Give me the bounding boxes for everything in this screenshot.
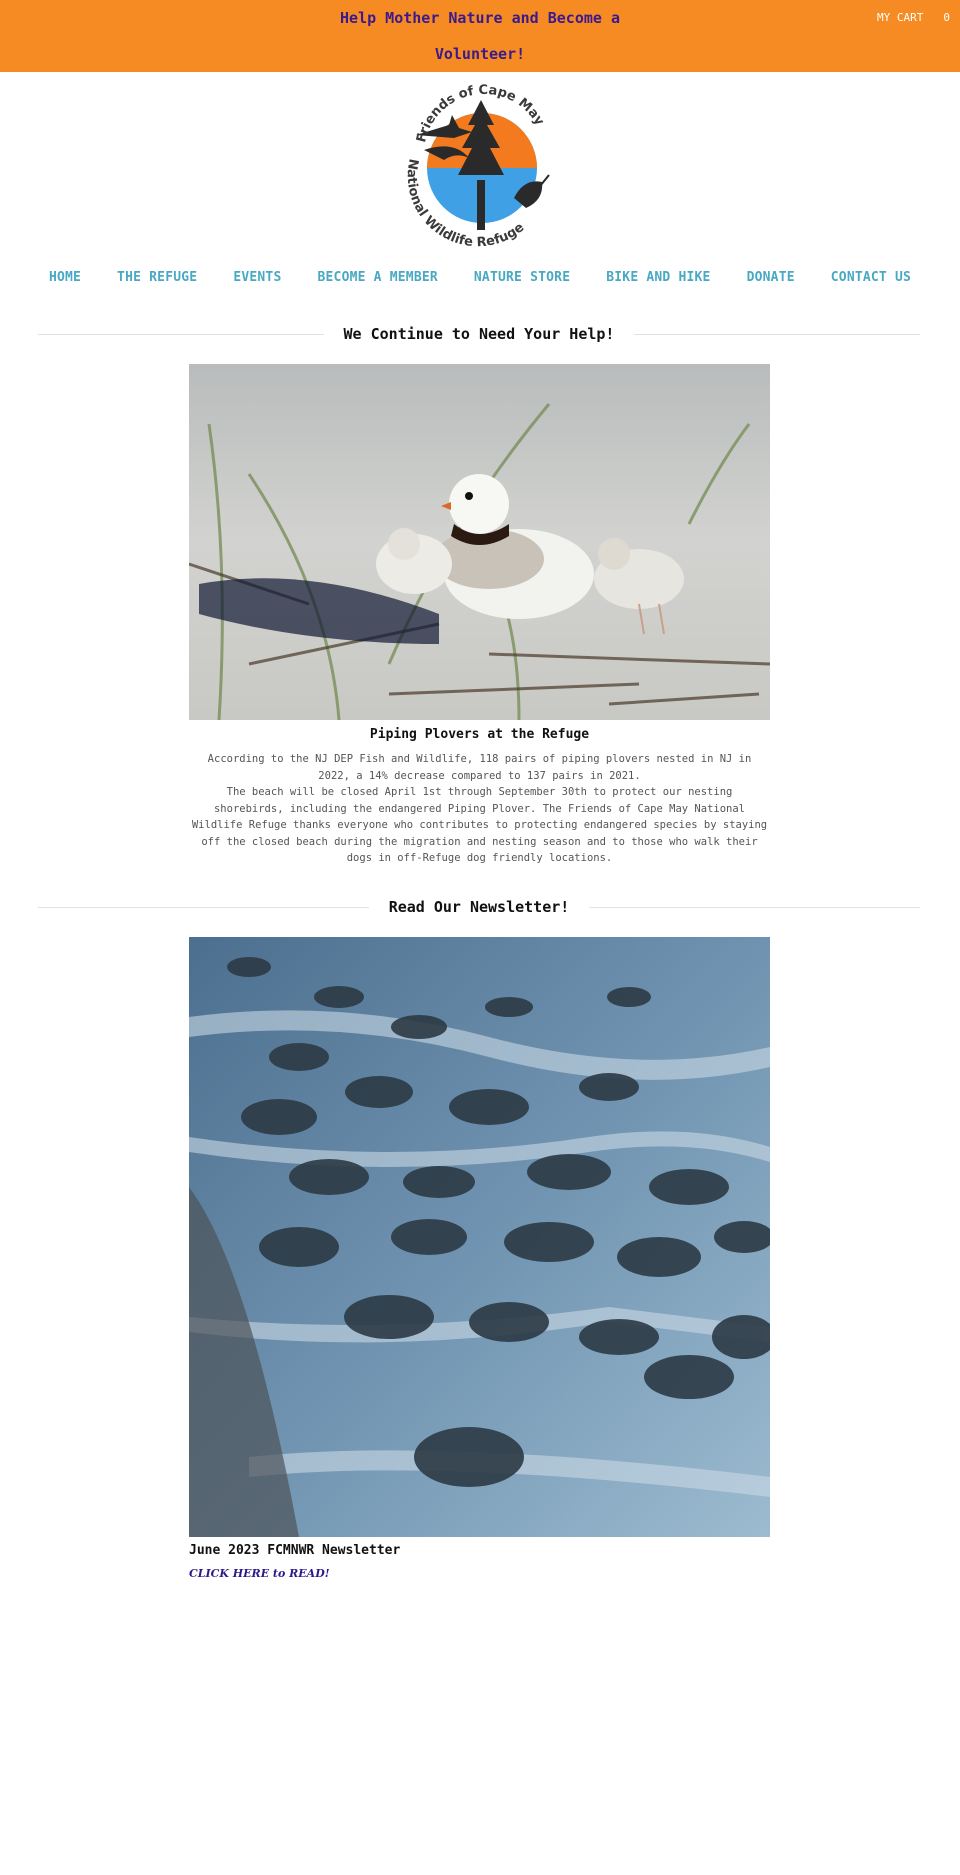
cart-label: MY CART: [877, 11, 924, 24]
logo-top-text: Friends of Cape May: [414, 82, 547, 144]
plover-caption-body: [189, 751, 770, 867]
divider: [38, 907, 369, 908]
logo-bottom-text: National Wildlife Refuge: [403, 157, 528, 250]
divider: [589, 907, 920, 908]
nav-nature-store[interactable]: NATURE STORE: [473, 270, 571, 285]
nav-donate[interactable]: DONATE: [746, 270, 795, 285]
piping-plover-photo-icon: [189, 364, 770, 720]
banner-line-2: Volunteer!: [434, 45, 526, 63]
nav-contact-us[interactable]: CONTACT US: [830, 270, 912, 285]
help-section-heading: [38, 321, 920, 347]
plover-caption-paragraph-1: According to the NJ DEP Fish and Wildlife, 118 pairs of piping plovers nested in NJ in 2022, a 14% decrease compared to 137 pairs in 2021.: [207, 753, 752, 782]
divider: [634, 334, 920, 335]
nav-bike-and-hike[interactable]: BIKE AND HIKE: [606, 270, 711, 285]
newsletter-section-title: Read Our Newsletter!: [388, 898, 570, 916]
announcement-banner: [0, 0, 960, 72]
plover-caption-title: Piping Plovers at the Refuge: [369, 727, 590, 742]
plover-caption-paragraph-2: The beach will be closed April 1st through September 30th to protect our nesting shorebirds, including the endangered Piping Plover. The Friends of Cape May National Wildlife Refuge thanks everyone who contributes to protecting endangered species by staying off the closed beach during the migration and nesting season and to those who walk their dogs in off-Refuge dog friendly locations.: [191, 786, 768, 864]
main-nav: [0, 270, 960, 294]
nav-events[interactable]: EVENTS: [233, 270, 282, 285]
help-section-title: We Continue to Need Your Help!: [343, 325, 615, 343]
newsletter-read-link[interactable]: CLICK HERE to READ!: [189, 1567, 330, 1580]
nav-the-refuge[interactable]: THE REFUGE: [117, 270, 198, 285]
newsletter-item-title: June 2023 FCMNWR Newsletter: [189, 1543, 401, 1558]
my-cart-link[interactable]: [877, 11, 950, 24]
refuge-logo-icon[interactable]: [394, 80, 564, 250]
volunteer-banner-link[interactable]: [330, 0, 630, 72]
divider: [38, 334, 324, 335]
nav-home[interactable]: HOME: [48, 270, 82, 285]
horseshoe-crab-photo-icon: [189, 937, 770, 1537]
cart-count: 0: [943, 11, 950, 24]
newsletter-section-heading: [38, 894, 920, 920]
banner-line-1: Help Mother Nature and Become a: [340, 9, 620, 27]
nav-become-a-member[interactable]: BECOME A MEMBER: [317, 270, 438, 285]
